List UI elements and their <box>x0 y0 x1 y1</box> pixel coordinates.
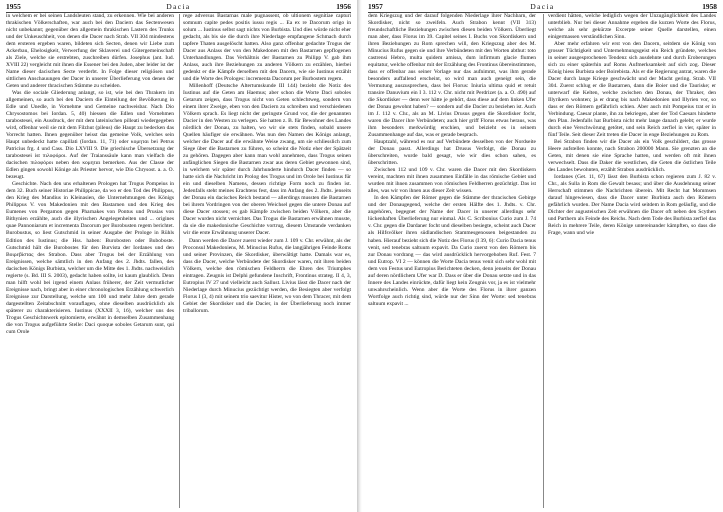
paragraph: Zwischen 112 und 109 v. Chr. waren die Dacer mit den Skordiskern vereint, machten mit ihnen zusammen Einfälle in das römische Gebiet und wurden mit ihnen zusammen von römischen Feldherren gezüchtigt. Das ist alles, was wir von ihnen aus dieser Zeit wissen. <box>368 167 536 195</box>
text-column <box>368 13 536 510</box>
paragraph: Aber mehr erfahren wir erst von den Dacern, seitdem sie König von grosser Tüchtigkeit und Unternehmungsgeist ein Reich gründete, welches in seiner ausgesprochenen Tendenz sich ausdehnte und durch Eroberungen sich zu einer späterhin auf Roms Aufmerksamkeit auf sich zog. Dieser König hiess Burbista oder Boirebista. Als er die Regierung antrat, waren die Dacer durch lange Kriege geschwächt und der Macht gering. Strab. VII 304. Zuerst schlug er die Bastarnen, dann die Boier und die Tauriske; er unterwarf die Kelten, welche zwischen den Donau, der Thraker, den Illyrikern wohnten; ja er drang bis nach Makedonien und Illyrien vor, so dass er den Römern gefährlich schien. Aber auch mit Pompeius trat er in Verbindung. Caesar plante, ihn zu bekriegen, aber der Tod Caesars hinderte den Plan. Jedenfalls hat Burbista nicht mehr lange danach gelebt; er wurde durch eine Verschwörung getötet, und sein Reich zerfiel in vier, später in fünf Teile. Seit dieser Zeit treten die Dacer in enge Beziehungen zu Rom. <box>548 41 716 139</box>
right-page <box>362 0 723 512</box>
paragraph: Geschichte. Nach den uns erhaltenen Prologen hat Trogus Pompeius in dem 32. Buch seiner Historiae Philippicae, da wo er den Tod des Philippus, den Krieg des Mandius in Kleinasien, die Unternehmungen des Königs Philippus V. von Makedonien mit den Bastarnen und den Krieg des Eumenes von Pergamon gegen Pharnakes von Pontus und Prusias von Bithynien erzählte, auch die illyrischen Angelegenheiten und ... origines quae Pannoniarum et incrementa Dacorum per Burobusten regem berichtet. Burobustus, so liest Gutschmid in seiner Ausgabe der Prologe in Rühls Edition des Iustinus; die Hss. haben: Burobosten oder Buboboste. Gutschmid hält die Burobostes für den Burvista der Iordanes und den Βοιρεβίστας des Strabon. Dass aber Trogus bei der Erzählung von Ereignissen, welche sämtlich in den Anfang des 2. Jhdts. fallen, des dacischen Königs Burbista, welcher um die Mitte des 1. Jhdts. nachweislich regierte (s. Bd. III S. 2003), gedacht haben sollte, ist kaum glaublich. Denn man hilft wohl bei irgend einem Anlass früherer, der Zeit vermutlicher Ereignisse nach, bringt aber in einer chronologischen Erzählung schwerlich Ereignisse zur Darstellung, welche um 100 und mehr Jahre dem gerade dargestellten Zeitabschnitt vorauflagen, ohne dieselben ausdrücklich als späterer zu charakterisieren. Iustinus (XXXII 3, 16), welcher uns des Trogus Geschichtswerk epitomierte, erwähnt in demselben Zusammenhang die von Trogus aufgeführte Stelle: Daci quoque soboles Getarum sunt, qui cum Orole <box>6 181 174 335</box>
paragraph: Hauptzahl, während es nur auf Verbündete desselben von der Nordseite der Donau passt. Allerdings hat Drusus Verfolgt, die Donau zu überschreiten, wurde bald gesagt, wie wir dies schon sahen, es überschritten. <box>368 139 536 167</box>
paragraph: in welchem er bei seinen Landsleuten stand, zu erkennen. Wie bei anderen thrakischen Völkerschaften, war auch bei den Daciern das Sectenwesen nicht unbekannt; gegenüber den allgemein thrakischen Lastern des Trunks und der Unkeuschheit, von denen die Dacer nach Strab. VII 304 mindestens dem ersteren ergeben waren, bildeten sich Secten, denen wir Liebe zum Ackerbau, Ehelosigkeit, Verwerfung der Sklaverei und Gütergemeinschaft als Ziele, welche sie erstrebten, zuschreiben dürfen. Josephus (ant. Iud. XVIII 22) vergleicht mit ihnen die Essener bei den Juden, aber leider ist der Name dieser dacischen Secte verderbt. In Folge dieser religiösen und sittlichen Anschauungen der Dacer in unserer Überlieferung von denen der Geten und anderer thracischen Stämme zu scheiden. <box>6 13 174 90</box>
page-number: 1956 <box>336 2 351 11</box>
paragraph: rege adversus Bastarnas male pugnassent, ob ultionem segnitiae capturi somnum capite pedes positis iussu regis ... Ea ex re Dacorum origo in solum ... Iustinus selbst sagt nichts von Burbista. Und dies würde nicht eher gedacht, als bis sie die durch ihre Niederlage empfangene Schmach durch tapfere Thaten ausgelöscht hatten. Also ganz offenbar gedachte Trogus der Dacer aus Anlass der von den Makedonen mit den Bastarnen gepflogenen Unterhandlungen. Das Verhältnis der Bastarnen zu Philipp V. gab ihm Anlass, auch ihre Beziehungen zu anderen Völkern zu erzählen, hierbei gedenkt er die Kämpfe derselben mit den Dacern, wie sie Iustinus erzählt und die Worte des Prologes: incrementa Dacorum per Burbostem regem. <box>183 13 351 83</box>
paragraph: Millenhoff (Deutsche Altertumskunde III 144) bezieht die Notiz des Iustinus auf die Geten am Haemus; aber schon die Worte Daci soboles Getarum zeigen, dass Trogus nicht von Geten schlechtweg, sondern von einem ihrer Zweige, eben von den Daciern zu schreiben und verschiedenen Völkern sprach. Es liegt nicht der geringste Grund vor, die der genannten Dacier in den Westen zu verlegen. Sie hatten z. B. für Bewohner des Landes nördlich der Donau, zu halten, wo wir sie stets finden, sobald unsere Quellen häufiger sie erwähnen. Was nun den Namen des Königs anlangt, welcher die Dacer auf die erwähnte Weise zwang, um sie schliesslich zum Siege über die Bastarnen zu führen, so scheint die Notiz eher der Spätzeit zu gehören. Dagegen aber kann man wohl annehmen, dass Trogus seinen anfänglichen Siegen die Bastarnen zwar aus deren Gebiet gewonnen sind, in welchem wir später durch Jahrhunderte hindurch Dacer finden — so hatte sich die Nachricht im Prolog des Trogus und im Orole bei Iustinus für ein und dieselben Namens, dessen richtige Form noch zu finden ist. Jedenfalls steht meines Erachtens fest, dass im Anfang des 2. Jhdts. jenseits der Donau ein dacisches Reich bestand — allerdings mussten die Bastarnen bei ihrem Vordringen von der oberen Weichsel gegen die untere Donau auf diese Dacer stossen; es gab Kämpfe zwischen beiden Völkern, aber die Dacer wurden nicht vernichtet. Das Trogus die Bastarnen erwähnen musste, da sie die makedonische Geschichte vortrug, diesem Umstande verdanken wir die erste Erwähnung unserer Dacer. <box>183 83 351 237</box>
paragraph: Bei Strabon finden wir die Dacer als ein Volk geschildert, das grosse Heere aufstellen konnte, nach Strabon 200000 Mann. Sie grenzten an die Geten, mit denen sie eine Sprache hatten, und werden oft mit ihnen verwechselt. Dass die Daker die westlichen, die Geten die östlichen Teile des Landes bewohnten, erzählt Strabon ausdrücklich. <box>548 139 716 174</box>
text-column <box>183 13 351 510</box>
column-divider <box>179 14 180 508</box>
paragraph: dem Kriegszug und der darauf folgenden Niederlage ihrer Nachbarn, der Skordisker, nicht so zweifeln. Auch Strabon kennt (VII 313) freundschaftliche Beziehungen zwischen diesen beiden Völkern. Überliegt man aber, dass Florus im 39. Capitel seines I. Buchs von Skordiskern und ihren Beziehungen zu Rom sprechen will, den Kriegszug aber des M. Minucius Rufus gegen sie und ihre Verbündeten mit den Worten abthut: toto castrensi Hebro, multa quidem amissa, dum infirmum glacie flumen equitatur, welche offenbar mit der Erzählung des Frontinus übereinstimmen, dass er offenbar aus seiner Vorlage nur das aufnimmt, was ihm gerade besonders auffallend erscheint, so wird man auch geneigt sein, die Vermutung auszusprechen, dass bei Florus: Iniuria ultima quid et retuit transire Danuvium ein I 3. 112 v. Chr. nicht mit Perdrizet (a. a. O. 490) auf die Skordisker — denn wer hätte je gehört, dass diese auf dem linken Ufer der Donau gewohnt haben? — sondern auf die Dacier zu beziehen ist. Auch im J. 112 v. Chr., als an M. Livius Drusus gegen die Skordisker focht, waren die Dacer ihre Verbündeten; auch hier griff Florus etwas heraus, was ihm besonders merkwürdig erschien, und beizieht es in seinem Zusammenhange auf das, was er gerade besprach. <box>368 13 536 139</box>
page-number: 1957 <box>368 2 383 11</box>
paragraph: In den Kämpfen der Römer gegen die Stämme der thracischen Gebirge und der Donaugegend, welche der ersten Hälfte des 1. Jhdts. v. Chr. angehören, begegnet der Name der Dacer in unserer allerdings sehr lückenhaften Überlieferung nur einmal. Als C. Scribonius Curio zum J. 74 v. Chr. gegen die Dardaner focht und dieselben besiegte, scheint auch Dacer als Hilfsvölker ihren südlandischen Stammesgenossen beigestanden zu haben. Hierauf bezieht sich die Notiz des Florus (I 39, 6): Curio Dacia tenus venit, sed tenebras saltuum expavit. Da Curio zuerst von den Römern bis zur Donau vordrang — das wird ausdrücklich hervorgehoben Ruf. Fest. 7 und Eutrop. VI 2 — können die Worte Dacia tenus venit sich sehr wohl mit dem von Festus und Eutropius Berichteten decken, denn jenseits der Donau auf deren nördlichem Ufer war D. Dass er über die Donau setzte und in das Innere des Landes einrückte, dafür liegt kein Zeugnis vor, ja es ist vielmehr unwahrscheinlich. Wenn aber die Worte des Florus in ihrer ganzen Wortfolge auch richtig sind, würde nur der Sinn der Worte: sed tenebras saltuum expavit ... <box>368 195 536 307</box>
left-page <box>0 0 357 512</box>
page-title: Dacia <box>530 2 555 11</box>
text-column <box>6 13 174 510</box>
column-divider <box>543 14 544 508</box>
paragraph: Iordanes (Get. 11, 67) lässt den Burbista schon regieren zum J. 82 v. Chr., als Sulla in Rom die Gewalt besass; und über die Ausdehnung seiner Herrschaft stimmen die Nachrichten überein. Mit Recht hat Mommsen darauf hingewiesen, dass die Dacer unter Burbista auch den Römern gefährlich wurden. Der Name Dacia wird seitdem in Rom geläufig, und die Dichter der augusteischen Zeit erwähnen die Dacer oft neben den Scythen und Parthern als Feinde des Reichs. Nach dem Tode des Burbista zerfiel das Reich in mehrere Teile, deren Könige untereinander kämpften, so dass die Frage, wann und wie <box>548 174 716 237</box>
text-column <box>548 13 716 510</box>
page-number: 1955 <box>6 2 21 11</box>
page-title: Dacia <box>166 2 191 11</box>
running-head-left <box>6 2 351 12</box>
page-number: 1958 <box>702 2 717 11</box>
paragraph: Was die sociale Gliederung anlangt, so ist, wie bei den Thrakern im allgemeinen, so auch bei den Daciern die Einteilung der Bevölkerung in Edle und Unedle, in Vornehme und Gemeine nachweisbar. Nach Dio Chrysostomos bei Iordan. 5, 40) hiessen die Edlen und Vornehmen tarabostesei, ein Ausdruck, der mit dem lateinischen pilleati wiedergegeben wird, offenbar weil sie mit dem Filzhut (pileus) die Haupt zu bedecken das Vorrecht hatten. Ihnen gegenüber heisst das gemeine Volk, welches sein Haupt unbedeckt hatte capillati (Iordan. 11, 71) oder κομηται bei Petrus Patricius frg. 4 und Cass. Dio LXVIII 9. Die griechische Übersetzung der tarabostesei ist πιλοφόροι. Auf der Traianssäule kann man vielfach die dacischen πιλοφόροι neben den κομηται bemerken. Aus der Classe der Edlen gingen sowohl Könige als Priester hervor, wie Dio Chrysost. a. a. O. bezeugt. <box>6 90 174 181</box>
running-head-right <box>368 2 717 12</box>
paragraph: verdient hätten, welche lediglich wegen der Unzugänglichkeit des Landes unterblieb. Nur bei dieser Annahme ergeben die kurzen Worte des Florus, welche als sehr gekürzte Excerpte seiner Quelle darstellen, einen einigermassen verständlichen Sinn. <box>548 13 716 41</box>
paragraph: Dann werden die Dacer zuerst wieder zum J. 109 v. Chr. erwähnt, als der Proconsul Makedoniens, M. Minucius Rufus, die langjährigen Feinde Roms und seiner Provinzen, die Skordisker, überwältigt hatte. Damals war es, dass die Dacer, welche Verbündete der Skordisker waren, mit ihren beiden Völkern, welche den römischen Feldherrn die Ehren des Triumphes eintragen. Zeugnis ist Delphi gefundene Inschrift, Frontinus strateg. II 4, 3, Eutropius IV 27 und vielleicht auch Sallust. Livius lässt die Dacer nach der Niederlage durch Minucius gezüchtigt werden, die Besiegten aber verfolgt Florus I (3, 4) mit seinem trio saevitur Hister, wo von dem Thracer, mit dem Gebiet der Skordisker und die Dacier, in der Überlieferung noch immer triballorum. <box>183 237 351 314</box>
